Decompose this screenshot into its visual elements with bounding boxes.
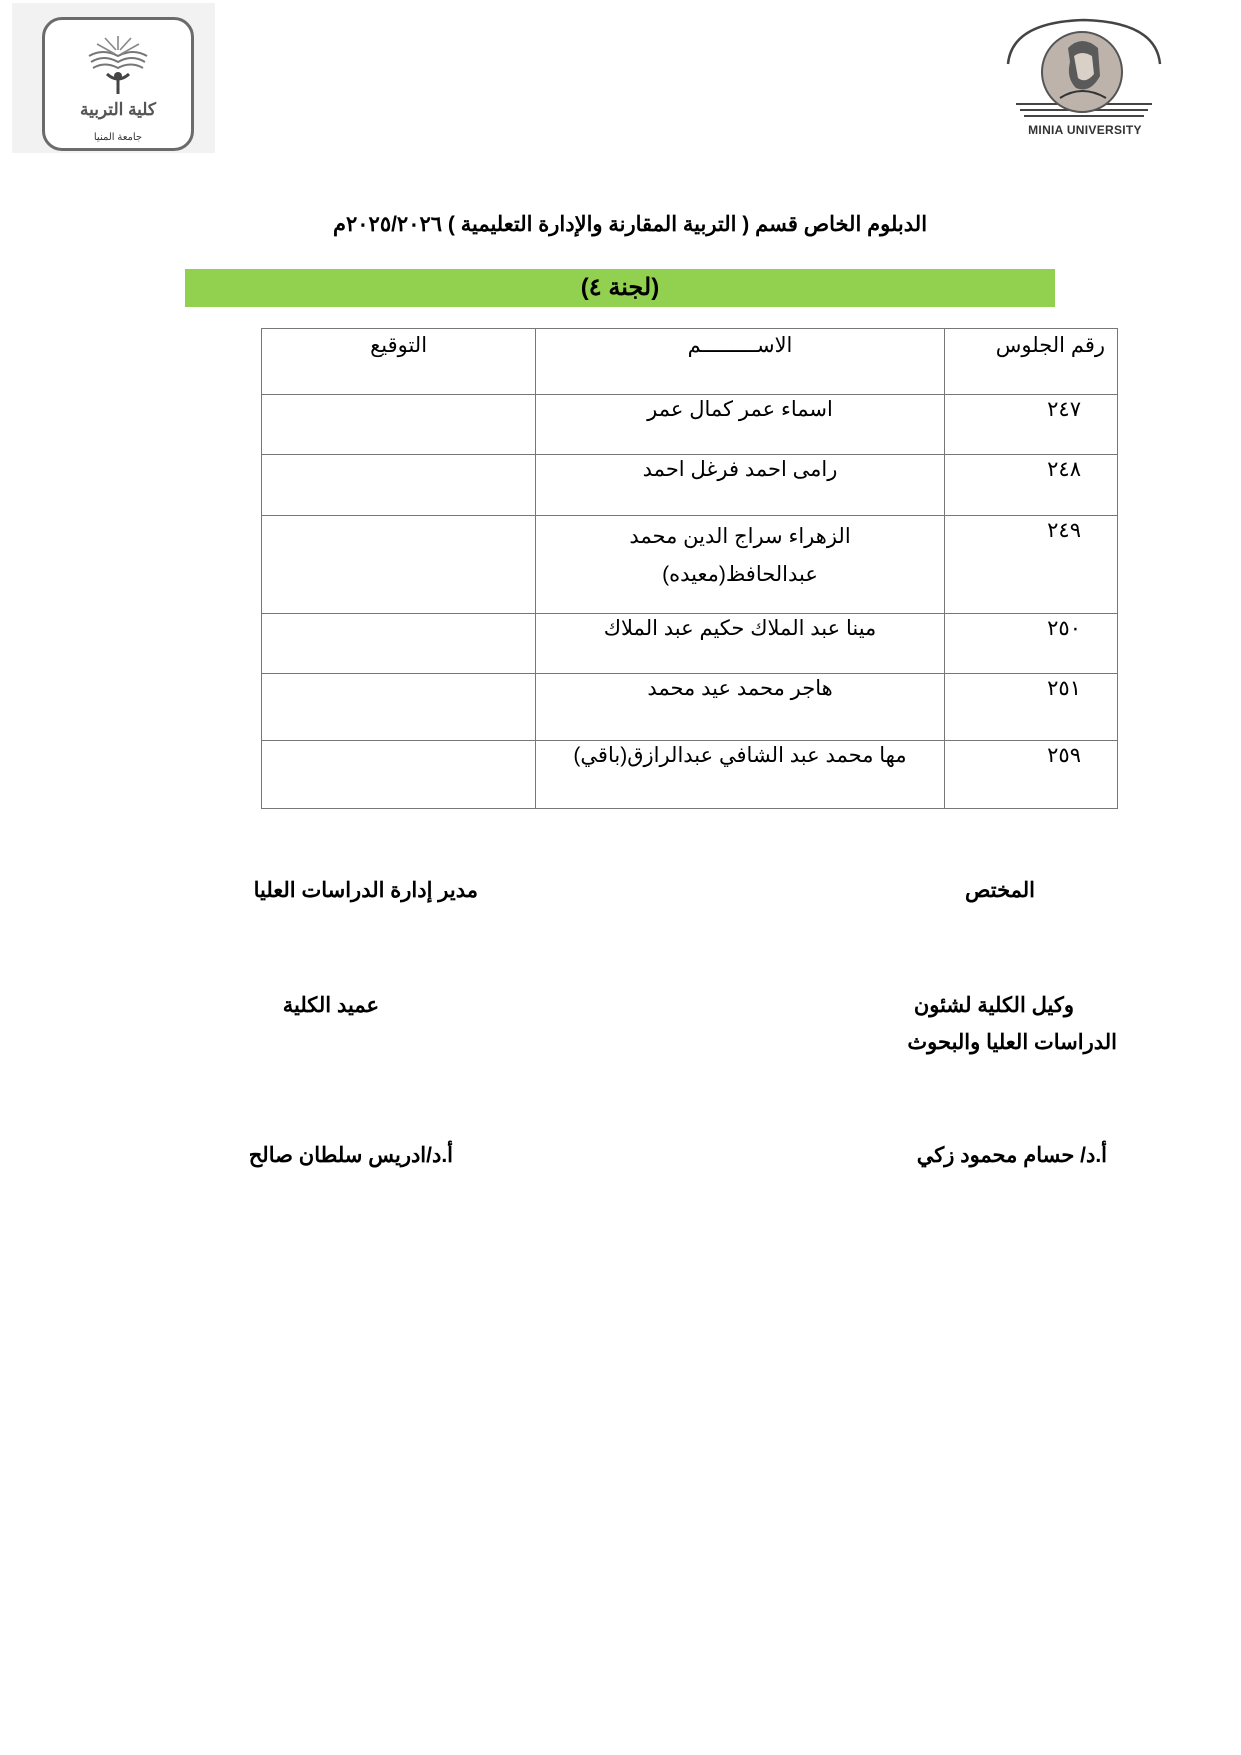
dean-title: عميد الكلية [282, 994, 379, 1017]
vice-dean-name: أ.د/ حسام محمود زكي [916, 1144, 1107, 1167]
specialist-title: المختص [965, 879, 1035, 902]
faculty-logo-frame [42, 17, 194, 151]
university-logo-english: MINIA UNIVERSITY [1028, 123, 1142, 137]
signature-cell [262, 741, 536, 809]
faculty-logo-university: جامعة المنيا [93, 132, 143, 143]
student-name: اسماء عمر كمال عمر [536, 395, 945, 455]
seat-number: ٢٥٩ [944, 741, 1117, 809]
table-row [262, 455, 1118, 516]
student-name: الزهراء سراج الدين محمد عبدالحافظ(معيده) [536, 516, 945, 614]
student-name: مينا عبد الملاك حكيم عبد الملاك [536, 614, 945, 674]
committee-banner [185, 269, 1055, 307]
committee-label: (لجنة ٤) [580, 274, 660, 301]
seat-number: ٢٥١ [944, 674, 1117, 741]
university-seal [990, 14, 1178, 124]
student-name: رامى احمد فرغل احمد [536, 455, 945, 516]
university-logo [990, 14, 1178, 144]
table-row [262, 516, 1118, 614]
table-row [262, 614, 1118, 674]
attendance-table [261, 328, 1118, 809]
seat-number: ٢٥٠ [944, 614, 1117, 674]
student-name: مها محمد عبد الشافي عبدالرازق(باقي) [536, 741, 945, 809]
table-row [262, 674, 1118, 741]
table-header-row [262, 329, 1118, 395]
grad-director-title: مدير إدارة الدراسات العليا [253, 879, 478, 902]
faculty-logo [12, 3, 215, 153]
faculty-logo-name: كلية التربية [79, 100, 157, 119]
signature-cell [262, 395, 536, 455]
open-book-icon [85, 34, 151, 96]
header-signature: التوقيع [262, 329, 536, 395]
student-name: هاجر محمد عيد محمد [536, 674, 945, 741]
vice-dean-title-line1: وكيل الكلية لشئون [913, 994, 1074, 1017]
dean-name: أ.د/ادريس سلطان صالح [248, 1144, 453, 1167]
header-name: الاســـــــــم [536, 329, 945, 395]
table-row [262, 395, 1118, 455]
vice-dean-title-line2: الدراسات العليا والبحوث [907, 1031, 1117, 1054]
signature-cell [262, 455, 536, 516]
seat-number: ٢٤٩ [944, 516, 1117, 614]
signature-cell [262, 516, 536, 614]
signature-cell [262, 674, 536, 741]
seat-number: ٢٤٧ [944, 395, 1117, 455]
table-row [262, 741, 1118, 809]
header-seat-number: رقم الجلوس [944, 329, 1117, 395]
signature-cell [262, 614, 536, 674]
seat-number: ٢٤٨ [944, 455, 1117, 516]
document-title: الدبلوم الخاص قسم ( التربية المقارنة والإدارة التعليمية ) ٢٠٢٥/٢٠٢٦م [332, 213, 928, 236]
